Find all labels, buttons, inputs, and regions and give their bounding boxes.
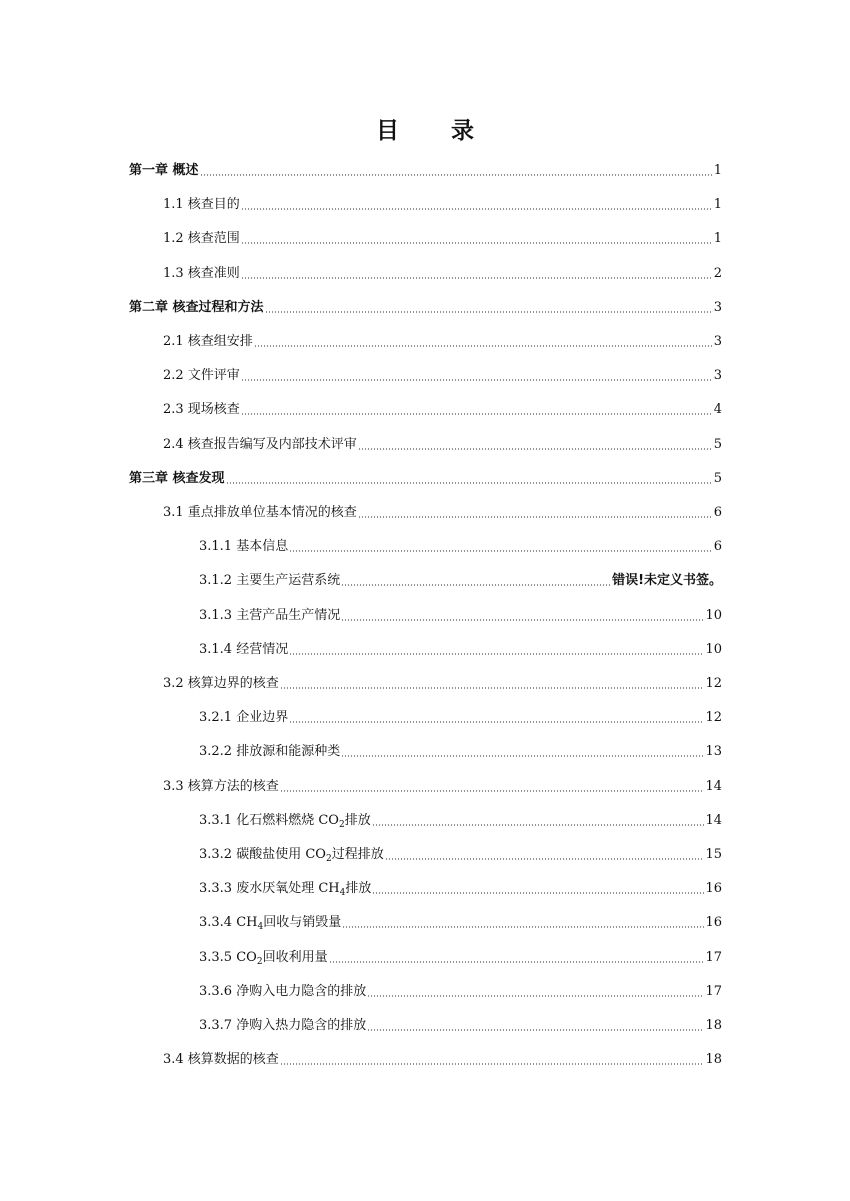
toc-entry-title: 3.3 核算方法的核查 [163,778,279,794]
dot-leader [280,1063,705,1065]
toc-entry-title: 3.2.1 企业边界 [199,710,289,726]
dot-leader [289,550,713,552]
toc-entry[interactable] [163,774,722,796]
toc-page-number: 18 [705,1052,722,1068]
toc-entry[interactable] [199,705,722,727]
toc-page-number: 1 [713,231,722,247]
toc-page-number: 16 [705,881,722,897]
toc-entry-title: 3.1.1 基本信息 [199,539,289,555]
toc-entry[interactable] [199,637,722,659]
dot-leader [342,926,704,928]
toc-entry[interactable] [129,158,722,180]
toc-entry-title: 第三章 核查发现 [129,470,225,486]
toc-entry[interactable] [163,226,722,248]
toc-entry[interactable] [199,842,722,864]
toc-page-number: 17 [705,983,722,999]
dot-leader [341,619,704,621]
page-title: 目 录 [375,118,496,144]
toc-page-number: 12 [705,710,722,726]
toc-entry-title: 3.2.2 排放源和能源种类 [199,744,341,760]
toc-entry[interactable] [199,568,722,590]
toc-entry-title: 3.3.2 碳酸盐使用 $CO_2$过程排放 [199,847,384,864]
dot-leader [358,516,713,518]
toc-entry-title: 3.3.4 $CH_4$回收与销毁量 [199,915,342,933]
toc-page-number: 12 [705,676,722,691]
toc-entry-title: 3.3.3 废水厌氧处理 $CH_4$排放 [199,881,372,899]
toc-page-number: 18 [705,1018,722,1033]
dot-leader [358,448,713,450]
dot-leader [254,345,713,347]
toc-entry[interactable] [163,432,722,454]
toc-page-number: 3 [713,368,722,384]
toc-entry[interactable] [163,192,722,214]
toc-page-number: 10 [705,607,722,623]
dot-leader [367,1029,704,1031]
toc-page-number: 3 [713,299,722,315]
toc-entry-title: 2.4 核查报告编写及内部技术评审 [163,436,357,452]
toc-entry-title: 3.1.3 主营产品生产情况 [199,607,341,623]
toc-entry-title: 3.4 核算数据的核查 [163,1052,279,1068]
toc-page-number: 1 [713,197,722,213]
toc-page-number: 14 [705,812,722,828]
toc-page-number: 4 [713,402,722,418]
toc-page-number: 16 [705,915,722,931]
dot-leader [289,721,704,723]
toc-entry[interactable] [163,500,722,522]
toc-entry[interactable] [199,808,722,830]
dot-leader [241,379,713,381]
toc-page-number: 14 [705,778,722,794]
toc-entry-title: 3.1.4 经营情况 [199,641,289,657]
dot-leader [280,687,705,689]
toc-entry-title: 1.3 核查准则 [163,265,240,281]
toc-entry-title: 第二章 核查过程和方法 [129,299,264,315]
toc-entry-title: 2.3 现场核查 [163,402,240,418]
dot-leader [241,242,713,244]
toc-entry-title: 3.1.2 主要生产运营系统 [199,573,341,589]
dot-leader [289,653,704,655]
toc-entry[interactable] [163,261,722,283]
toc-entry[interactable] [163,397,722,419]
toc-entry[interactable] [199,534,722,556]
toc-entry[interactable] [129,295,722,317]
toc-entry[interactable] [163,363,722,385]
toc-page-number: 3 [713,334,722,349]
dot-leader [241,208,713,210]
toc-page-number: 13 [705,744,722,760]
toc-entry-title: 3.3.1 化石燃料燃烧 $CO_2$排放 [199,812,371,830]
toc-page-number: 6 [713,505,722,520]
toc-entry-title: 3.2 核算边界的核查 [163,676,279,691]
toc-entry-title: 1.1 核查目的 [163,197,240,213]
toc-entry[interactable] [163,329,722,351]
toc-page-number: 15 [705,847,722,862]
dot-leader [200,174,713,176]
toc-entry[interactable] [129,466,722,488]
toc-entry[interactable] [199,876,722,898]
dot-leader [241,413,713,415]
toc-entry[interactable] [199,945,722,967]
dot-leader [372,892,704,894]
toc-entry-title: 3.3.6 净购入电力隐含的排放 [199,983,367,999]
dot-leader [372,824,705,826]
toc-page-number: 10 [705,641,722,657]
toc-entry[interactable] [199,910,722,932]
dot-leader [265,311,713,313]
toc-entry-title: 2.1 核查组安排 [163,334,253,349]
toc-entry[interactable] [199,1013,722,1035]
toc-entry[interactable] [199,603,722,625]
toc-entry[interactable] [199,979,722,1001]
dot-leader [280,790,705,792]
toc-page-number: 5 [713,470,722,486]
toc-entry-title: 2.2 文件评审 [163,368,240,384]
dot-leader [367,995,704,997]
dot-leader [226,482,713,484]
toc-page-number: 6 [713,539,722,555]
toc-entry-title: 3.1 重点排放单位基本情况的核查 [163,505,357,520]
toc-entry[interactable] [163,1047,722,1069]
toc-entry-title: 第一章 概述 [129,163,199,178]
dot-leader [341,584,611,586]
toc-entry[interactable] [163,671,722,693]
toc-entry-title: 3.3.7 净购入热力隐含的排放 [199,1018,367,1033]
dot-leader [241,277,713,279]
dot-leader [329,961,705,963]
toc-entry[interactable] [199,739,722,761]
toc-page-number: 1 [713,163,722,178]
toc-page-number: 17 [705,949,722,965]
toc-page-number: 2 [713,265,722,281]
toc-page-number: 错误!未定义书签。 [612,573,722,589]
dot-leader [385,858,705,860]
toc-entry-title: 1.2 核查范围 [163,231,240,247]
toc-page-number: 5 [713,436,722,452]
dot-leader [341,755,704,757]
toc-entry-title: 3.3.5 $CO_2$回收利用量 [199,949,328,967]
